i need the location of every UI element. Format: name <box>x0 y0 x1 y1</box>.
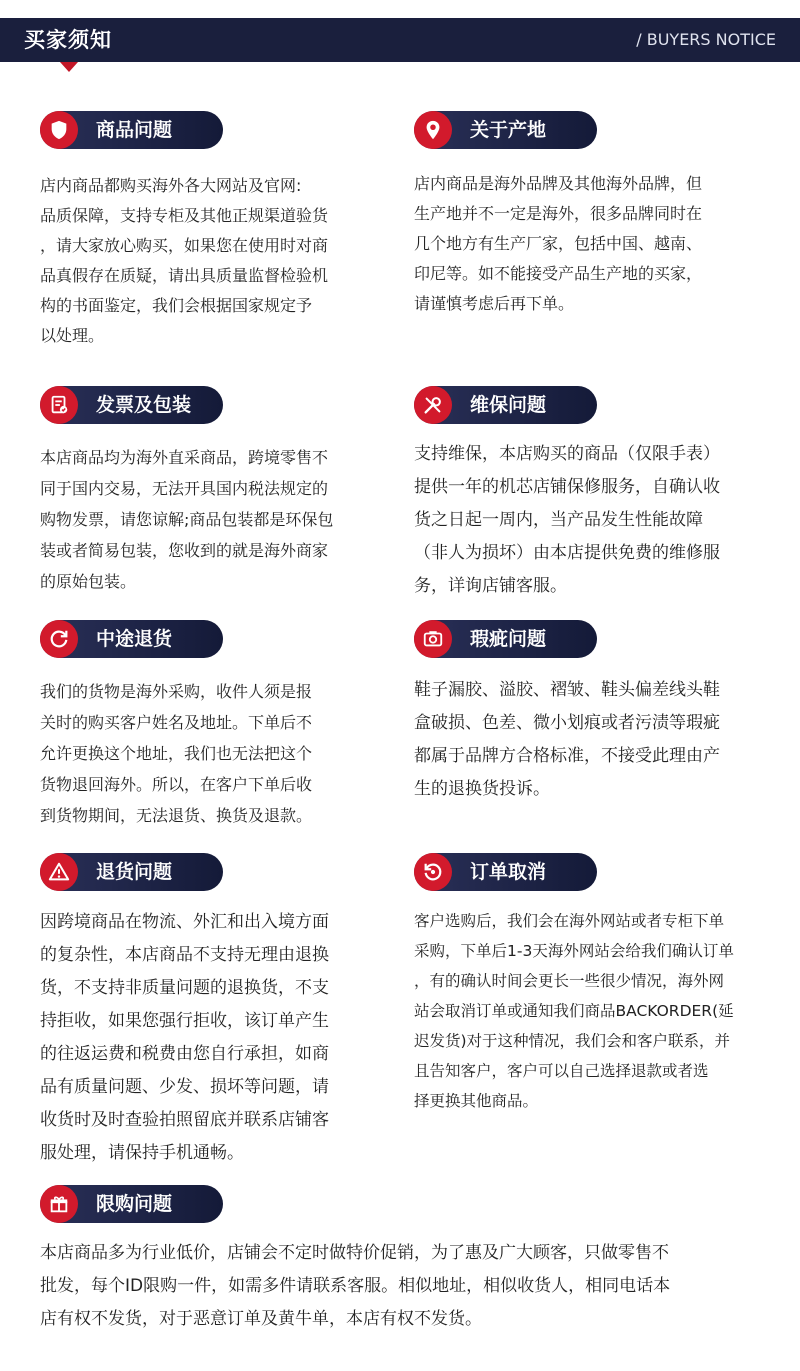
section-badge <box>40 386 223 424</box>
section-title: 退货问题 <box>96 861 173 883</box>
notice-header <box>0 18 800 62</box>
header-subtitle: / BUYERS NOTICE <box>636 30 776 49</box>
section-title: 瑕疵问题 <box>470 628 547 650</box>
section-body: 客户选购后，我们会在海外网站或者专柜下单 采购，下单后1-3天海外网站会给我们确认订单 ，有的确认时间会更长一些很少情况，海外网 站会取消订单或通知我们商品BACKORDER(延 迟发货)对于这种情况，我们会和客户联系，并 且告知客户，客户可以自己选择退款或者选 择更换其他商品。 <box>414 912 734 1110</box>
section-badge <box>40 853 223 891</box>
section-title: 商品问题 <box>96 119 173 141</box>
header-pointer <box>60 62 78 72</box>
section-body: 本店商品多为行业低价，店铺会不定时做特价促销，为了惠及广大顾客，只做零售不 批发，每个ID限购一件，如需多件请联系客服。相似地址，相似收货人，相同电话本 店有权不发货，对于恶意订单及黄牛单，本店有权不发货。 <box>40 1243 671 1329</box>
section-title: 关于产地 <box>470 119 547 141</box>
refresh-icon <box>40 620 78 658</box>
section-badge <box>414 111 597 149</box>
section-body: 店内商品是海外品牌及其他海外品牌，但 生产地并不一定是海外，很多品牌同时在 几个地方有生产厂家，包括中国、越南、 印尼等。如不能接受产品生产地的买家， 请谨慎考虑后再下单。 <box>414 174 703 313</box>
section-badge <box>40 111 223 149</box>
section-body: 店内商品都购买海外各大网站及官网: 品质保障，支持专柜及其他正规渠道验货 ，请大家放心购买，如果您在使用时对商 品真假存在质疑，请出具质量监督检验机 构的书面鉴定，我们会根据国家规定予 以处理。 <box>40 176 329 345</box>
section-title: 发票及包装 <box>96 394 192 416</box>
section-body: 我们的货物是海外采购，收件人须是报 关时的购买客户姓名及地址。下单后不 允许更换这个地址，我们也无法把这个 货物退回海外。所以，在客户下单后收 到货物期间，无法退货、换货及退款。 <box>40 682 313 825</box>
section-badge <box>414 853 597 891</box>
invoice-icon <box>40 386 78 424</box>
section-title: 订单取消 <box>470 861 547 883</box>
section-badge <box>40 620 223 658</box>
warning-icon <box>40 853 78 891</box>
tools-icon <box>414 386 452 424</box>
section-body: 鞋子漏胶、溢胶、褶皱、鞋头偏差线头鞋 盒破损、色差、微小划痕或者污渍等瑕疵 都属于品牌方合格标准，不接受此理由产 生的退换货投诉。 <box>414 680 720 799</box>
section-body: 本店商品均为海外直采商品，跨境零售不 同于国内交易，无法开具国内税法规定的 购物发票，请您谅解;商品包装都是环保包 装或者简易包装，您收到的就是海外商家 的原始包装。 <box>40 448 334 591</box>
location-pin-icon <box>414 111 452 149</box>
section-body: 因跨境商品在物流、外汇和出入境方面 的复杂性，本店商品不支持无理由退换 货，不支持非质量问题的退换货，不支 持拒收，如果您强行拒收，该订单产生 的往返运费和税费由您自行承担，如商 品有质量问题、少发、损坏等问题，请 收货时及时查验拍照留底并联系店铺客 服处理，请保持手机通畅。 <box>40 912 329 1163</box>
shield-icon <box>40 111 78 149</box>
section-badge <box>40 1185 223 1223</box>
section-badge <box>414 386 597 424</box>
camera-icon <box>414 620 452 658</box>
section-title: 限购问题 <box>96 1193 173 1215</box>
gift-icon <box>40 1185 78 1223</box>
header-title: 买家须知 <box>24 28 112 52</box>
cancel-order-icon <box>414 853 452 891</box>
section-title: 维保问题 <box>470 394 547 416</box>
section-title: 中途退货 <box>96 628 173 650</box>
section-body: 支持维保，本店购买的商品（仅限手表） 提供一年的机芯店铺保修服务，自确认收 货之日起一周内，当产品发生性能故障 （非人为损坏）由本店提供免费的维修服 务，详询店铺客服。 <box>414 444 720 596</box>
section-badge <box>414 620 597 658</box>
